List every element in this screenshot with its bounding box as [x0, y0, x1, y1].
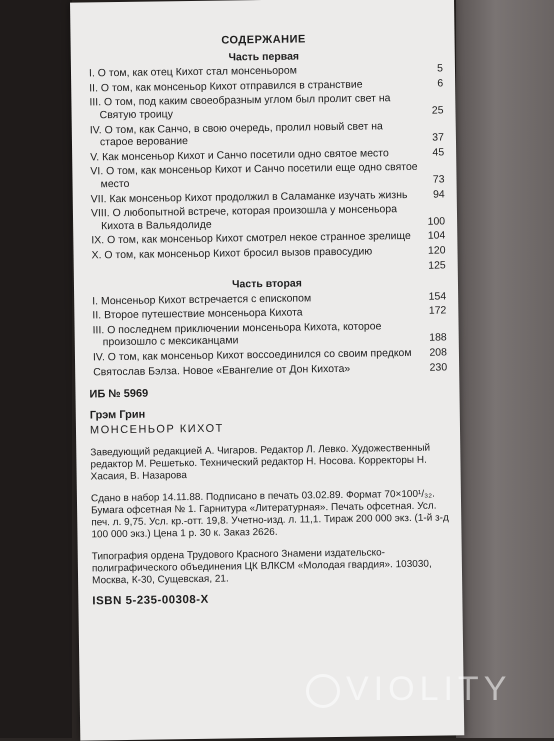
toc-entry-page: 25: [431, 104, 444, 117]
toc-entry-text: VI. О том, как монсеньор Кихот и Санчо посетили еще одно святое место: [90, 161, 418, 191]
book-page-edge: [456, 0, 554, 738]
toc-entry: [85, 92, 443, 122]
toc-entry-page: 73: [432, 173, 445, 186]
book-page: [70, 0, 464, 741]
contents-heading: СОДЕРЖАНИЕ: [221, 33, 306, 47]
print-info: Сдано в набор 14.11.88. Подписано в печать 03.02.89. Формат 70×100¹/₃₂. Бумага офсетная № 1. Гарнитура «Литературная». Печать офсетная. Усл. печ. л. 9,75. Усл. кр.-отт. 19,8. Учетно-изд. л. 11,1. Тираж 200 000 экз. (1-й з-д 100 000 экз.) Цена 1 р. 30 к. Заказ 2626.: [90, 488, 449, 541]
ib-number: ИБ № 5969: [89, 387, 149, 401]
toc-entry-text: VIII. О любопытной встрече, которая произошла у монсеньора Кихота в Вальядолиде: [90, 203, 398, 232]
toc-entry-page: 120: [427, 244, 446, 257]
toc-entry-text: II. О том, как монсеньор Кихот отправился в странствие: [89, 78, 363, 95]
watermark-text: VIOLITY: [346, 670, 512, 708]
watermark-logo-icon: [306, 674, 340, 708]
toc-entry-text: I. Монсеньор Кихот встречается с епископом: [92, 292, 312, 308]
toc-entry-page: 208: [429, 346, 448, 359]
author: Грэм Грин: [89, 408, 146, 422]
printer-info: Типография ордена Трудового Красного Знамени издательско-полиграфического объединения ЦК ВЛКСМ «Молодая гвардия». 103030, Москва, К-30, Сущевская, 21.: [91, 547, 432, 587]
part1-toc: [85, 63, 446, 277]
part1-title: Часть первая: [228, 50, 300, 64]
isbn: ISBN 5-235-00308-X: [92, 593, 209, 608]
toc-entry-page: 45: [432, 146, 445, 159]
toc-entry-page: 125: [428, 258, 446, 272]
toc-entry: [89, 319, 447, 349]
toc-entry-page: 172: [428, 304, 447, 317]
toc-entry: [89, 361, 447, 379]
toc-entry: [87, 203, 445, 233]
toc-entry: [86, 119, 444, 149]
toc-entry-text: I. О том, как отец Кихот стал монсеньором: [88, 64, 297, 80]
toc-entry-page: 104: [427, 229, 446, 243]
toc-entry-text: Святослав Бэлза. Новое «Евангелие от Дон Кихота»: [93, 362, 351, 379]
toc-entry-text: X. О том, как монсеньор Кихот бросил вызов правосудию: [91, 245, 373, 262]
toc-entry-page: 188: [429, 331, 447, 345]
background-left: [0, 0, 72, 738]
toc-entry-page: 94: [432, 187, 445, 201]
book-title: МОНСЕНЬОР КИХОТ: [89, 423, 224, 437]
toc-entry-text: IX. О том, как монсеньор Кихот смотрел некое странное зрелище: [91, 230, 411, 247]
part2-title: Часть вторая: [232, 277, 302, 291]
watermark: [306, 670, 511, 709]
toc-entry-text: IV. О том, как Санчо, в свою очередь, пролил новый свет на старое верование: [89, 119, 383, 149]
toc-entry-page: 5: [437, 62, 444, 75]
toc-entry-text: VII. Как монсеньор Кихот продолжил в Саламанке изучать жизнь: [90, 188, 408, 205]
toc-entry: [88, 259, 446, 277]
toc-entry-page: 37: [432, 131, 445, 144]
toc-entry-text: II. Второе путешествие монсеньора Кихота: [92, 306, 303, 322]
toc-entry-text: III. О последнем приключении монсеньора Кихота, которое произошло с мексиканцами: [92, 320, 382, 349]
toc-entry-text: III. О том, под каким своеобразным углом был пролит свет на Святую троицу: [89, 92, 391, 122]
toc-entry-page: 100: [427, 215, 446, 228]
editorial-credits: Заведующий редакцией А. Чигаров. Редактор Л. Левко. Художественный редактор М. Решетько. Технический редактор Н. Носова. Корректоры Н. Хасаия, В. Назарова: [90, 442, 431, 483]
toc-entry-page: 6: [437, 77, 444, 90]
toc-entry: [86, 161, 444, 191]
part2-toc: [88, 290, 447, 379]
page-content: [84, 31, 450, 608]
toc-entry-page: 154: [428, 290, 447, 303]
toc-entry-text: V. Как монсеньор Кихот и Санчо посетили одно святое место: [90, 146, 389, 164]
toc-entry-page: 230: [429, 361, 448, 374]
toc-entry-text: IV. О том, как монсеньор Кихот воссоединился со своим предком: [92, 347, 412, 364]
